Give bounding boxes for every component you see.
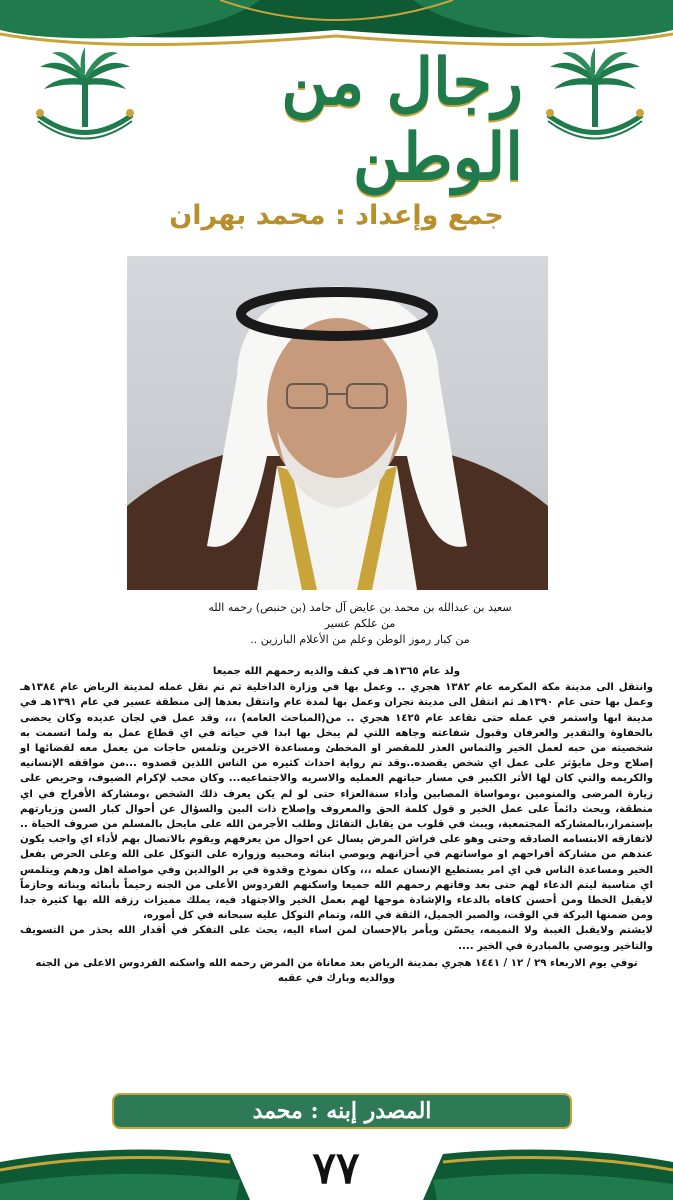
series-title: رجال من الوطن bbox=[281, 45, 523, 195]
top-ribbon-decoration bbox=[0, 0, 673, 50]
portrait-photo bbox=[127, 256, 548, 590]
palm-swords-emblem-icon bbox=[540, 45, 650, 155]
source-banner: المصدر إبنه : محمد bbox=[112, 1093, 572, 1129]
portrait-illustration bbox=[127, 256, 548, 590]
compiler-credit: جمع وإعداد : محمد بهران bbox=[169, 200, 504, 231]
bio-paragraph-career: وانتقل الى مدينة مكة المكرمه عام ١٣٨٢ هجري .. وعمل بها في وزارة الداخلية ثم تم نقل عمله لمدينة الرياض عام ١٣٨٤هـ وعمل بها حتى عام ١٣٩٠هـ ثم انتقل الى مدينة نجران وعمل بها لمدة عام وانتقل بعدها إلى منطقة عسير في عام ١٣٩١هـ في مدينة ابها واستمر في عمله حتى تقاعد عام ١٤٢٥ هجري .. من(المباحث العامه) ،،، وقد عمل في لجان عديده وكان يحضى بالحفاوة والتقدير والعرفان وقبول شفاعته وجاهه اللتي لم يبخل بها ابدا في حياته في اي قطاع عمل به ولما اتسمت به شخصيته من حبه لعمل الخير والتماس العذر للمقصر او المخطئ ومساعدة الاخرين وتلمس حاجات من يعمل معه لقضائها او إصلاح وحل مايؤثر على عمل اي شخص يقصده..وقد تم رواية احداث كثيره من الناس اللذين قصدوه ...من مواقفه الإنسانيه والكريمه والتي كان لها الأثر الكبير في مسار حياتهم العمليه والاسريه والاجتماعيه... وكان محب لإكرام الضيوف، وحريص على زيارة المرضى والمنومين ،ومواساة المصابين وأداء سنةالعزاء حتى لو لم يكن يعرف ذلك الشخص ،ومشاركة الأفراح في اي منطقة، ويحث دائماً على عمل الخير و قول كلمة الحق والمعروف وإصلاح ذات البين والسؤال عن أحوال كبار السن وزيارتهم بإستمرار،بالمشاركه المجتمعية، ويبث في قلوب من يقابل التفائل وطلب الأجرمن الله على مايحل بالمسلم من صروف الحياة .. لاتفارقه الابتسامه الصادقه وحتى وهو على فراش المرض يسال عن احوال من يعرفهم ويقوم بالاتصال بهم لأداء اي واجب يكون عندهم من مشاركة أفراحهم او مواساتهم في أحزانهم ويوصي ابنائه ومحبيه وزواره على التوكل على الله وعلى الحرص بفعل الخير ومساعدة الناس في اي امر يستطيع الإنسان عمله ،،، وكان نموذج وقدوة في بر الوالدين وفي مواصلة اهل ودهم ويتلمس اي مناسبة ليتم الدعاء لهم حتى بعد وفاتهم رحمهم الله جميعا واسكنهم الفردوس الأعلى من الجنه رحيماً بأبنائه وبناته وحازماً لايقبل الخطا ومن أحسن كافاه بالدعاء والإشادة موجها لهم بعمل الخير والاجتهاد فيه، يملك مميزات رزقه الله بها كثيرة جدا ومن ضمنها البركة في الوقت، والصبر الجميل، الثقة في الله، وتمام التوكل عليه سبحانه في كل أموره، bbox=[20, 682, 654, 922]
palm-swords-emblem-icon bbox=[30, 45, 140, 155]
bio-paragraph-birth: ولد عام ١٣٦٥هـ في كنف والديه رحمهم الله جميعا bbox=[212, 666, 461, 677]
biography-text bbox=[20, 664, 653, 986]
page-number: ٧٧ bbox=[312, 1142, 360, 1194]
caption-tagline: من كبار رموز الوطن وعلم من الأعلام البارزين .. bbox=[250, 633, 470, 646]
caption-name-line: سعيد بن عبدالله بن محمد بن عايض آل حامد (بن حنبص) رحمه الله bbox=[208, 601, 512, 614]
portrait-caption bbox=[100, 600, 620, 648]
bio-paragraph-death: توفي يوم الاربعاء ٢٩ / ١٢ / ١٤٤١ هجري بمدينة الرياض بعد معاناة من المرض رحمه الله واسكنه الفردوس الاعلى من الجنه ووالديه وبارك في عقبه bbox=[35, 957, 638, 985]
caption-origin-line: من علكم عسير bbox=[324, 617, 396, 630]
bio-paragraph-character: لايشتم ولايقبل الغيبة ولا النميمه، يحسّن ويأمر بالإحسان لمن اساء اليه، يحث على التفكر في أقدار الله يحذر من التسويف والتاخير ويوصي بالمبادرة في الخير .... bbox=[20, 925, 653, 952]
